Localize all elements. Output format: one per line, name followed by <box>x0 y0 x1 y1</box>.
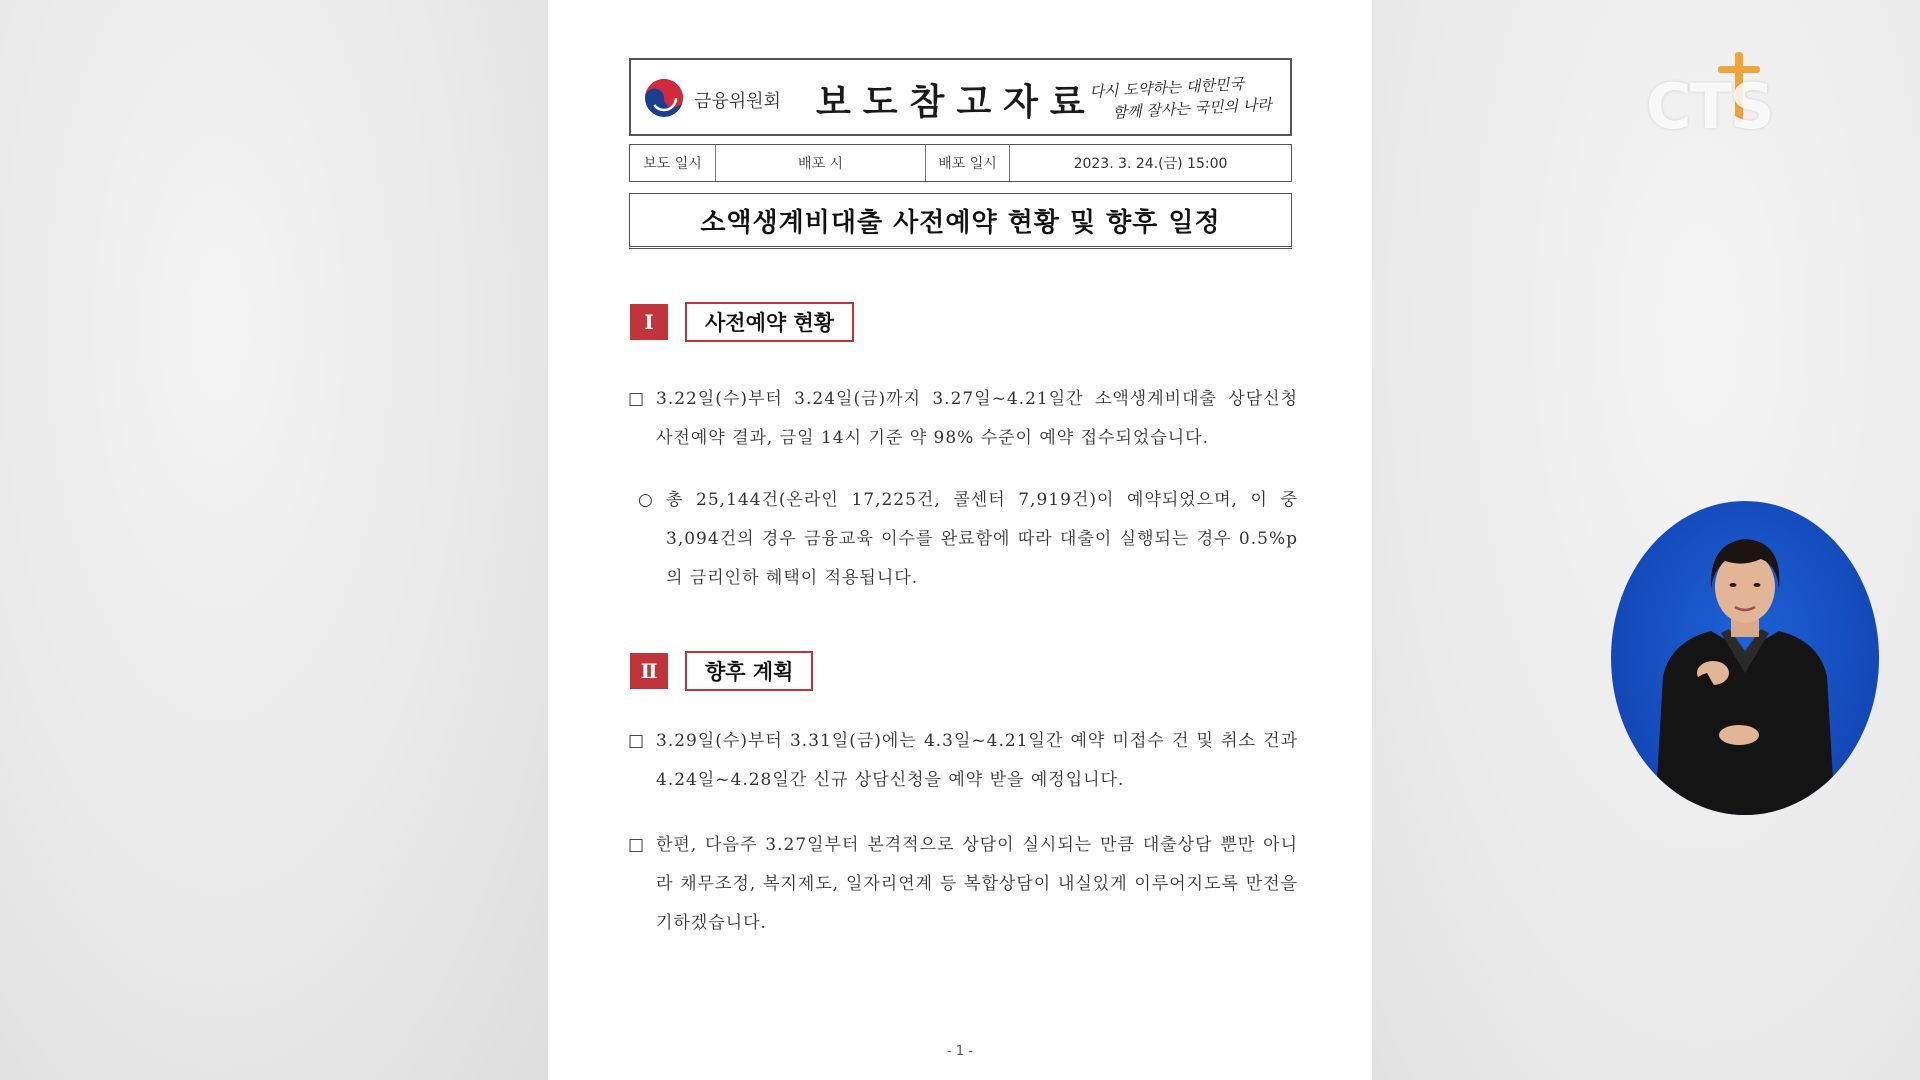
section-title: 사전예약 현황 <box>685 302 854 342</box>
sign-language-interpreter <box>1611 501 1879 815</box>
background-right <box>1372 0 1920 1080</box>
section-number: Ⅰ <box>630 304 668 340</box>
distribution-value: 2023. 3. 24.(금) 15:00 <box>1073 156 1228 172</box>
section-title: 향후 계획 <box>685 651 813 691</box>
paragraph-text: 한편, 다음주 3.27일부터 본격적으로 상담이 실시되는 만큼 대출상담 뿐만 아니라 채무조정, 복지제도, 일자리연계 등 복합상담이 내실있게 이루어지도록 만전을 기하겠습니다. <box>656 835 1298 933</box>
paragraph <box>628 826 1298 943</box>
paragraph-text: 3.29일(수)부터 3.31일(금)에는 4.3일~4.21일간 예약 미접수 건 및 취소 건과 4.24일~4.28일간 신규 상담신청을 예약 받을 예정입니다. <box>656 731 1298 790</box>
paragraph-text: 3.22일(수)부터 3.24일(금)까지 3.27일~4.21일간 소액생계비대출 상담신청 사전예약 결과, 금일 14시 기준 약 98% 수준이 예약 접수되었습니다. <box>656 389 1298 448</box>
checkbox-marker: □ <box>628 731 646 751</box>
cts-logo <box>1646 52 1786 142</box>
section-heading-1 <box>630 302 854 342</box>
slogan <box>1089 71 1277 125</box>
bullet-marker: ○ <box>638 490 654 510</box>
paragraph <box>628 380 1298 458</box>
section-number: Ⅱ <box>630 653 668 689</box>
release-label: 보도 일시 <box>630 145 716 181</box>
document-title: 소액생계비대출 사전예약 현황 및 향후 일정 <box>700 207 1221 238</box>
slogan-line-1: 다시 도약하는 대한민국 <box>1089 74 1245 101</box>
release-value: 배포 시 <box>716 145 926 181</box>
distribution-label: 배포 일시 <box>926 145 1010 181</box>
document-page <box>548 0 1372 1080</box>
interpreter-figure-icon <box>1611 501 1879 815</box>
paragraph <box>628 722 1298 800</box>
sub-paragraph <box>638 481 1298 598</box>
document-title-box <box>629 193 1292 249</box>
section-heading-2 <box>630 651 813 691</box>
press-header <box>629 58 1292 136</box>
release-info-table <box>629 144 1292 182</box>
org-name: 금융위원회 <box>694 91 781 112</box>
background-left <box>0 0 548 1080</box>
document-type: 보도참고자료 <box>816 82 1097 123</box>
checkbox-marker: □ <box>628 835 646 855</box>
page-number: - 1 - <box>947 1044 973 1059</box>
cts-watermark-text: CTS <box>1646 70 1773 143</box>
checkbox-marker: □ <box>628 389 646 409</box>
slogan-line-2: 함께 잘사는 국민의 나라 <box>1112 95 1273 122</box>
paragraph-text: 총 25,144건(온라인 17,225건, 콜센터 7,919건)이 예약되었으며, 이 중 3,094건의 경우 금융교육 이수를 완료함에 따라 대출이 실행되는 경우 0.5%p의 금리인하 혜택이 적용됩니다. <box>666 490 1298 588</box>
government-logo-icon <box>643 77 685 119</box>
